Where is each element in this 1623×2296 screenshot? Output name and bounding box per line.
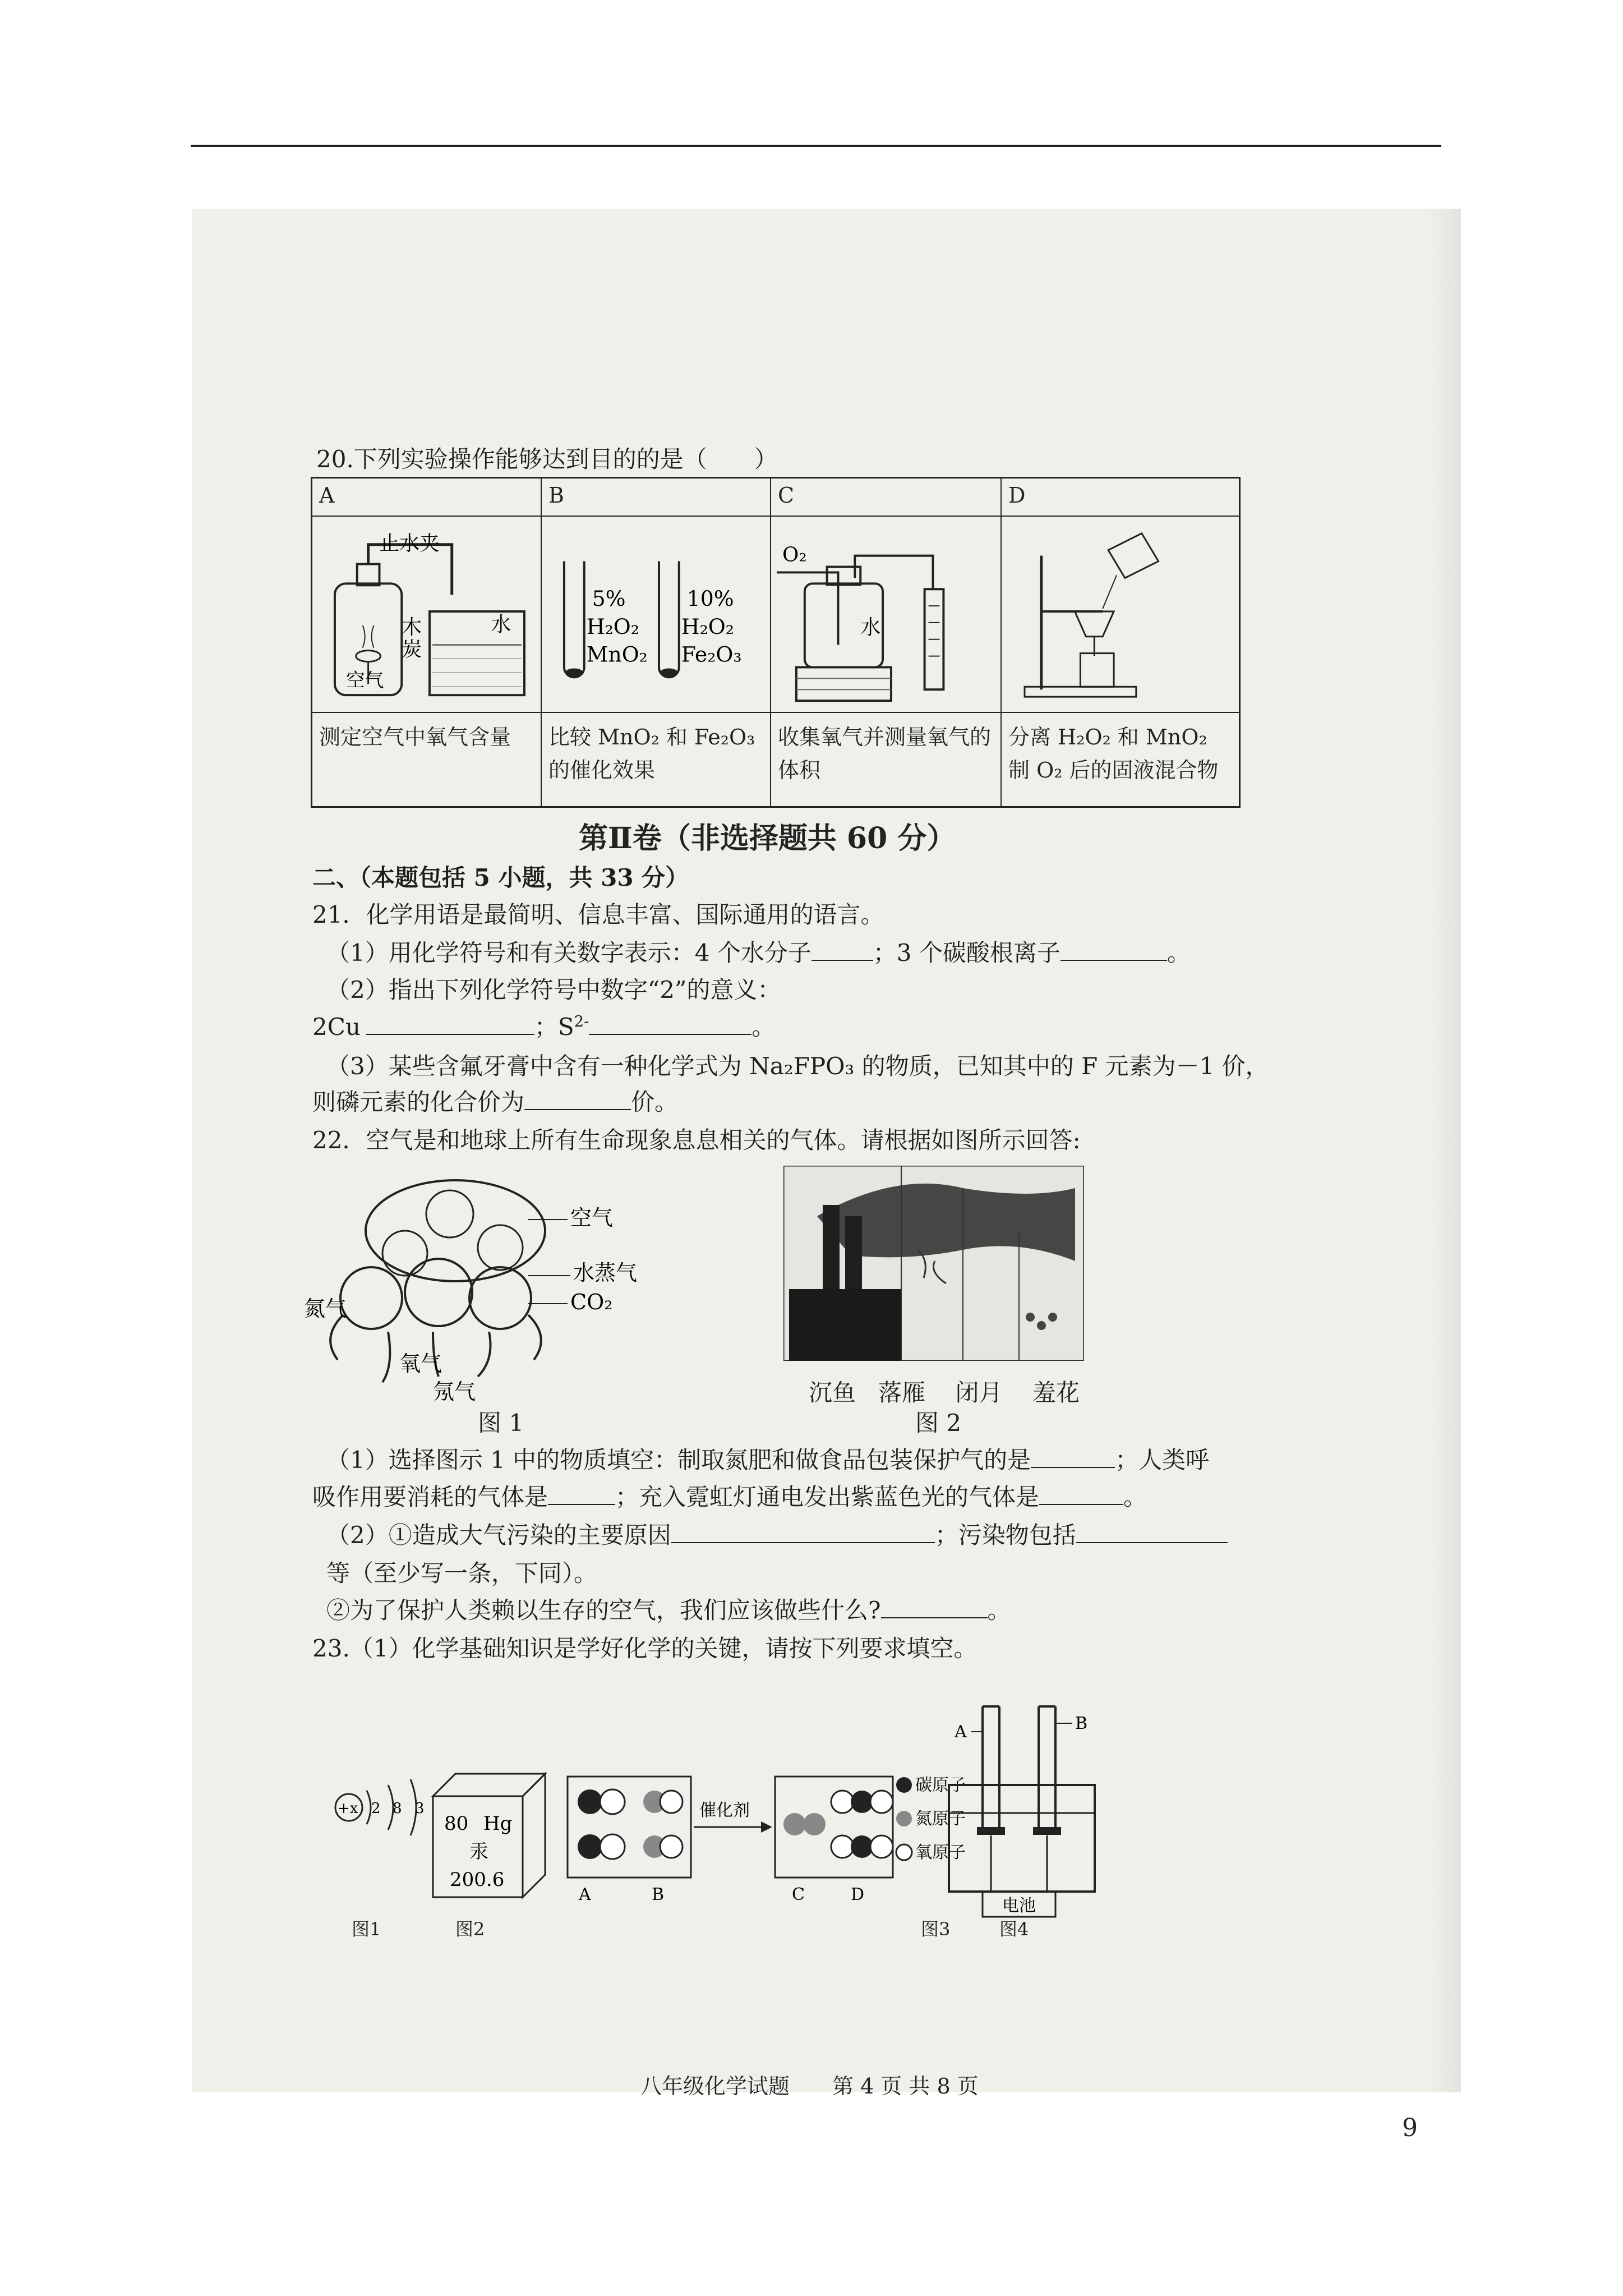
scanned-page	[192, 209, 1461, 2099]
q22-figure2-labels: 沉鱼 落雁 闭月 羞花	[809, 1379, 1080, 1406]
svg-text:3: 3	[415, 1800, 425, 1817]
svg-text:200.6: 200.6	[450, 1869, 505, 1891]
svg-text:2: 2	[371, 1800, 381, 1817]
q22-part1b: 吸作用要消耗的气体是 ；充入霓虹灯通电发出紫蓝色光的气体是 。	[312, 1483, 1147, 1511]
q21-stem: 21．化学用语是最简明、信息丰富、国际通用的语言。	[312, 901, 884, 928]
option-c-label: C	[771, 478, 1002, 517]
option-c-purpose: 收集氧气并测量氧气的体积	[771, 713, 1002, 806]
answer-blank[interactable]	[1039, 1484, 1123, 1505]
svg-text:10%: 10%	[686, 586, 734, 611]
svg-text:水: 水	[491, 613, 511, 636]
q23-fig4-caption: 图4	[999, 1918, 1029, 1940]
q23-fig2-caption: 图2	[455, 1918, 485, 1940]
answer-blank[interactable]	[671, 1522, 935, 1543]
svg-text:空气: 空气	[570, 1205, 614, 1230]
q22-figure1-caption: 图 1	[478, 1409, 524, 1437]
catalyst-tubes-figure	[542, 517, 770, 712]
q22-part3: ②为了保护人类赖以生存的空气，我们应该做些什么? 。	[326, 1596, 1011, 1624]
answer-blank[interactable]	[811, 940, 873, 961]
svg-text:80: 80	[444, 1812, 469, 1835]
scan-content	[192, 209, 1461, 2099]
answer-blank[interactable]	[1061, 940, 1167, 961]
section2-subtitle: 二、（本题包括 5 小题，共 33 分）	[312, 864, 689, 891]
answer-blank[interactable]	[1076, 1522, 1228, 1543]
atomic-structure-diagram	[332, 1746, 427, 1875]
answer-blank[interactable]	[548, 1484, 615, 1505]
answer-blank[interactable]	[1031, 1447, 1115, 1468]
q22-part2b: 等（至少写一条，下同）。	[326, 1559, 598, 1587]
option-c-apparatus	[771, 517, 1002, 713]
air-components-cartoon	[304, 1169, 640, 1405]
svg-text:空气: 空气	[345, 669, 384, 692]
svg-text:H₂O₂: H₂O₂	[586, 614, 639, 639]
svg-text:电池: 电池	[1002, 1896, 1036, 1916]
svg-text:5%: 5%	[592, 586, 626, 611]
svg-text:B: B	[652, 1885, 665, 1904]
q22-figure2-caption: 图 2	[915, 1409, 962, 1437]
svg-text:木: 木	[402, 615, 422, 639]
q23-fig3-caption: 图3	[921, 1918, 951, 1940]
option-b-purpose: 比较 MnO₂ 和 Fe₂O₃ 的催化效果	[542, 713, 771, 806]
q22-part1: （1）选择图示 1 中的物质填空：制取氮肥和做食品包装保护气的是 ；人类呼	[326, 1446, 1210, 1474]
q20-options-table	[311, 477, 1241, 808]
gas-collection-figure	[771, 517, 1000, 712]
svg-text:氖气: 氖气	[433, 1379, 476, 1404]
option-a-label: A	[312, 478, 542, 517]
q21-part2-items: 2Cu ；$S^{2-}$ 。	[312, 1013, 776, 1041]
option-b-label: B	[542, 478, 771, 517]
option-a-apparatus	[312, 517, 542, 713]
answer-blank[interactable]	[366, 1014, 534, 1035]
svg-text:D: D	[851, 1885, 865, 1904]
svg-text:炭: 炭	[402, 638, 422, 661]
molecular-reaction-diagram	[523, 1768, 983, 1920]
svg-text:A: A	[955, 1722, 967, 1742]
q22-figure1	[304, 1169, 640, 1405]
svg-text:催化剂: 催化剂	[699, 1801, 750, 1820]
q23-fig3-reaction	[523, 1768, 983, 1920]
q21-part3b: 则磷元素的化合价为 价。	[312, 1088, 679, 1116]
q21-part2: （2）指出下列化学符号中数字“2”的意义：	[326, 976, 781, 1004]
svg-text:Fe₂O₃: Fe₂O₃	[681, 642, 742, 667]
svg-text:8: 8	[393, 1800, 402, 1817]
svg-text:B: B	[1075, 1714, 1088, 1733]
svg-text:CO₂: CO₂	[570, 1290, 613, 1314]
header-rule	[191, 145, 1441, 147]
svg-text:H₂O₂: H₂O₂	[681, 614, 734, 639]
svg-text:A: A	[579, 1885, 591, 1904]
q23-fig1-atom	[332, 1746, 427, 1875]
q21-part3: （3）某些含氟牙膏中含有一种化学式为 Na₂FPO₃ 的物质，已知其中的 F 元素为－1 价，	[326, 1052, 1269, 1080]
q23-stem: 23.（1）化学基础知识是学好化学的关键，请按下列要求填空。	[312, 1635, 978, 1662]
option-d-apparatus	[1002, 517, 1239, 713]
q20-stem: 20.下列实验操作能够达到目的的是（ ）	[316, 445, 778, 473]
option-d-purpose: 分离 H₂O₂ 和 MnO₂ 制 O₂ 后的固液混合物	[1008, 725, 1219, 783]
svg-text:氧原子: 氧原子	[915, 1843, 966, 1862]
svg-text:碳原子: 碳原子	[915, 1775, 966, 1795]
q23-fig4-electrolysis	[938, 1684, 1106, 1920]
svg-text:MnO₂: MnO₂	[586, 642, 648, 667]
svg-text:+x: +x	[338, 1800, 358, 1817]
air-oxygen-apparatus-figure	[312, 517, 541, 712]
q22-figure2	[783, 1166, 1084, 1361]
svg-text:氧气: 氧气	[399, 1351, 442, 1376]
stop-clamp-label: 止水夹	[379, 532, 440, 555]
svg-text:氮原子: 氮原子	[915, 1809, 966, 1829]
q23-fig1-caption: 图1	[352, 1918, 381, 1940]
page-number: 9	[1402, 2114, 1418, 2142]
svg-text:Hg: Hg	[483, 1812, 513, 1835]
q22-stem: 22．空气是和地球上所有生命现象息息相关的气体。请根据如图所示回答:	[312, 1126, 1081, 1154]
scan-footer: 八年级化学试题 第 4 页 共 8 页	[640, 2074, 979, 2099]
answer-blank[interactable]	[881, 1597, 988, 1618]
svg-text:O₂: O₂	[782, 543, 807, 567]
air-pollution-photo	[783, 1166, 1084, 1361]
option-d-label: D	[1002, 478, 1239, 517]
q22-part2: （2）①造成大气污染的主要原因 ；污染物包括	[326, 1521, 1228, 1549]
water-electrolysis-apparatus	[938, 1684, 1106, 1920]
option-a-purpose: 测定空气中氧气含量	[312, 713, 542, 806]
filtration-figure	[1002, 517, 1239, 712]
svg-text:水蒸气: 水蒸气	[573, 1260, 638, 1285]
option-b-apparatus	[542, 517, 771, 713]
q21-part1: （1）用化学符号和有关数字表示：4 个水分子 ；3 个碳酸根离子 。	[326, 939, 1191, 967]
answer-blank[interactable]	[524, 1089, 631, 1110]
svg-text:C: C	[792, 1885, 805, 1904]
answer-blank[interactable]	[589, 1014, 751, 1035]
svg-text:汞: 汞	[469, 1841, 488, 1863]
svg-text:氮气: 氮气	[304, 1296, 347, 1321]
section2-title: 第Ⅱ卷（非选择题共 60 分）	[579, 821, 956, 855]
svg-text:水: 水	[860, 615, 881, 639]
